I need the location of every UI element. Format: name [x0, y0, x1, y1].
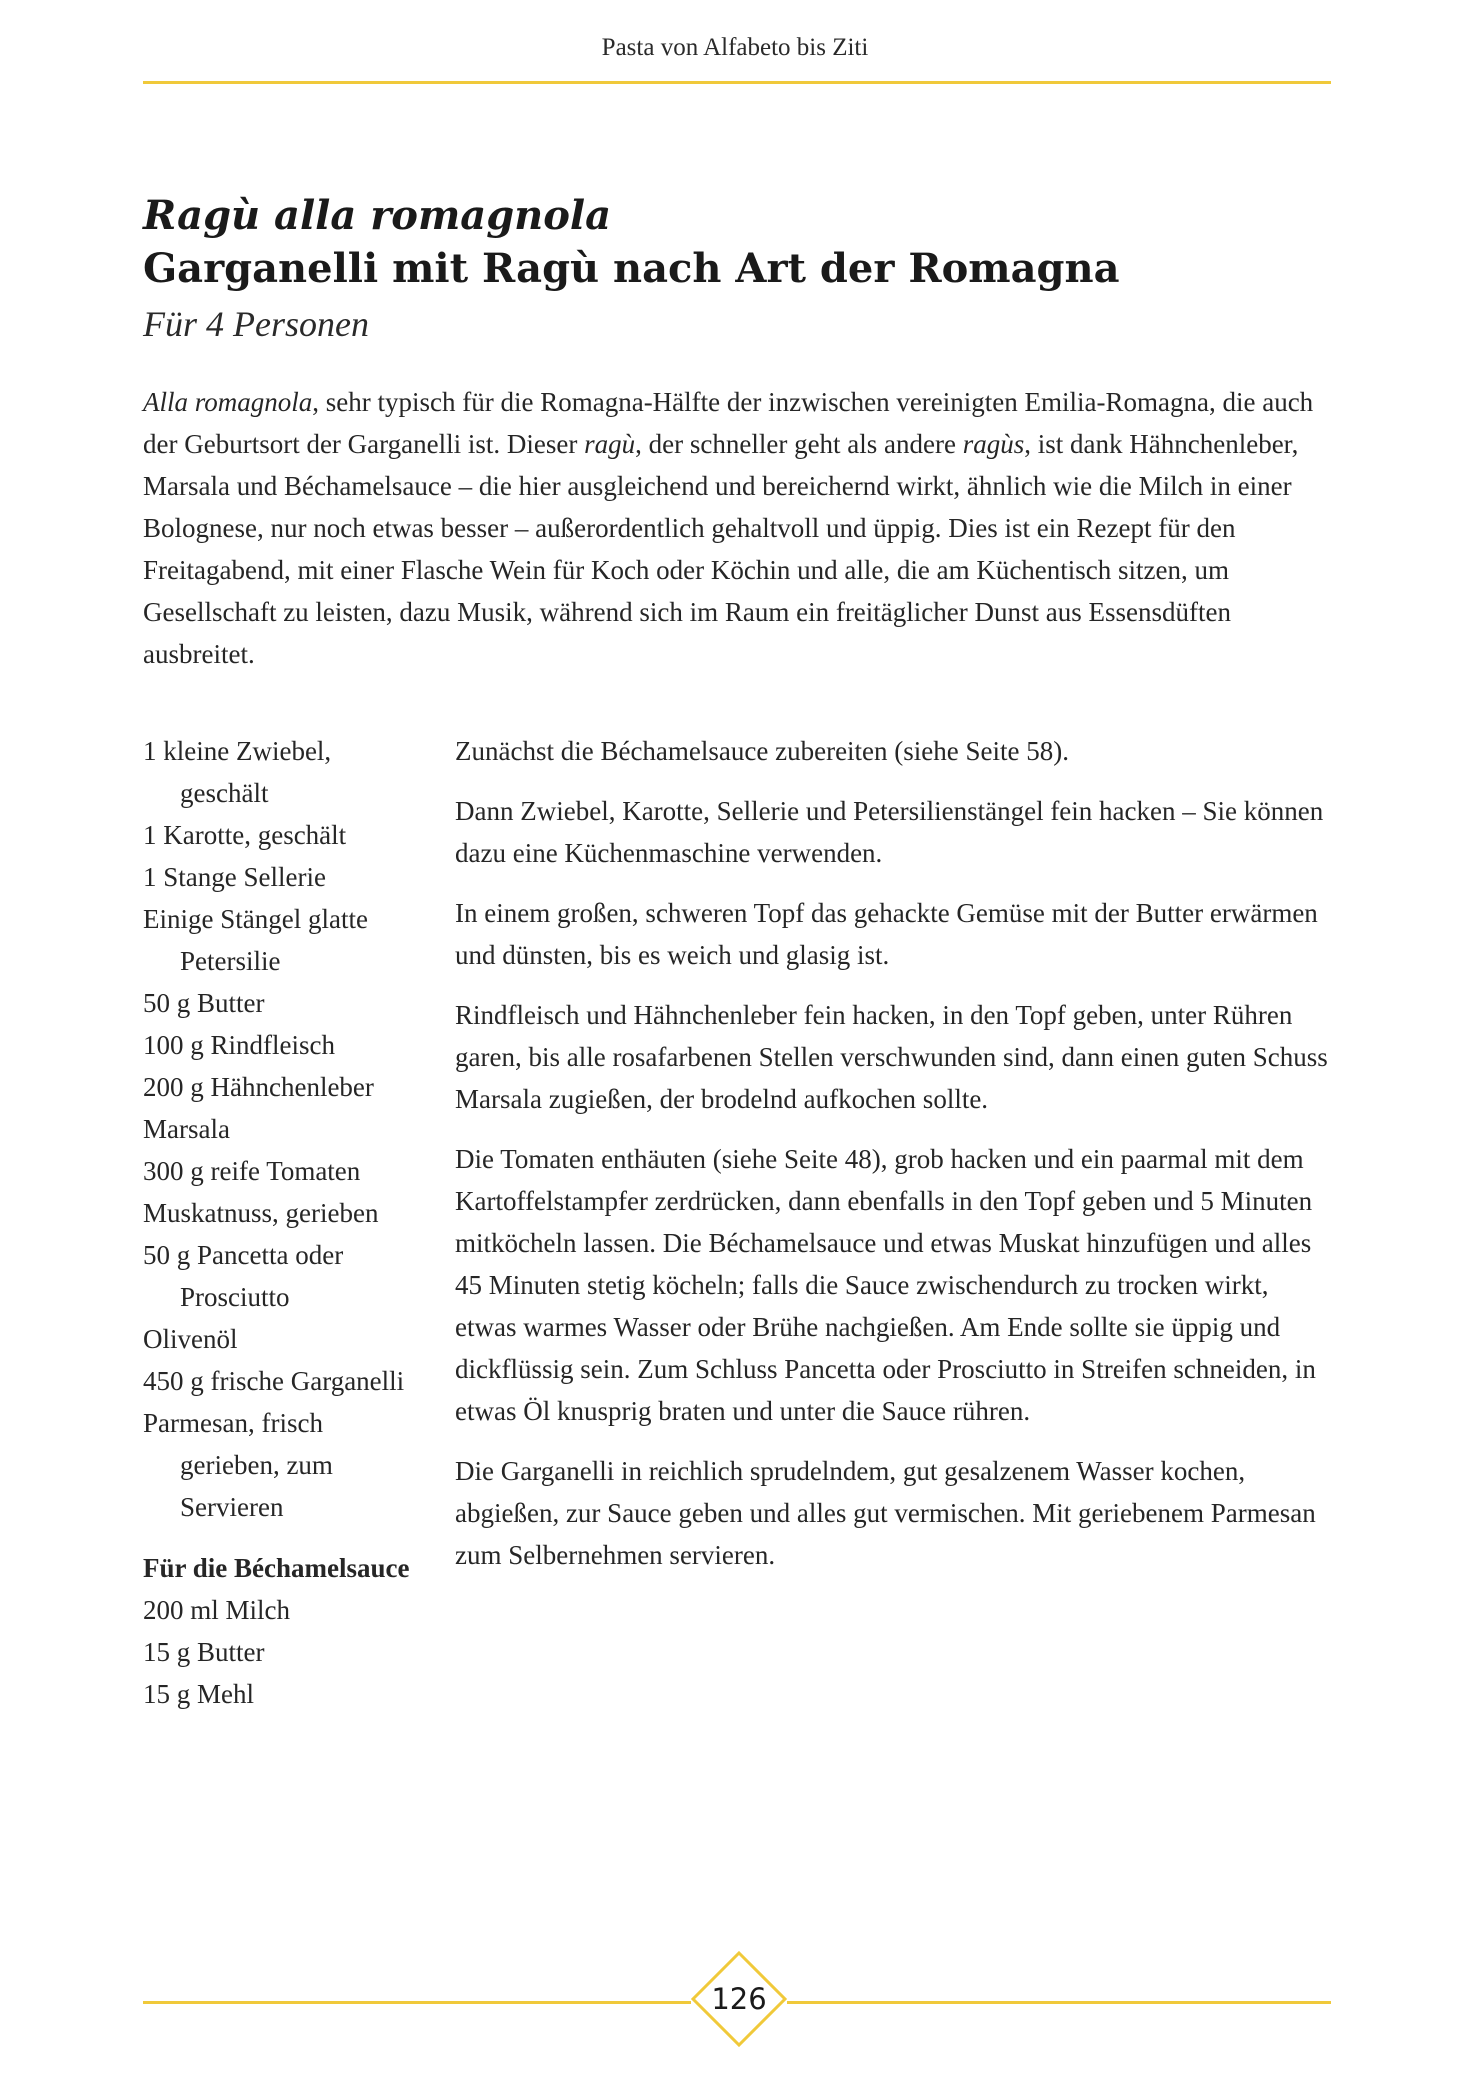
intro-text-1: , sehr typisch für die Romagna-Hälfte der inzwischen vereinigten Emilia-Romagna, die auch der Geburtsort der Garganelli ist. Dieser: [143, 387, 1314, 459]
method-step: Die Tomaten enthäuten (siehe Seite 48), grob hacken und ein paarmal mit dem Kartoffelstampfer zerdrücken, dann ebenfalls in den Topf geben und 5 Minuten mitköcheln lassen. Die Béchamelsauce und etwas Muskat hinzufügen und alles 45 Minuten stetig köcheln; falls die Sauce zwischendurch zu trocken wirkt, etwas warmes Wasser oder Brühe nachgießen. Am Ende sollte sie üppig und dickflüssig sein. Zum Schluss Pancetta oder Prosciutto in Streifen schneiden, in etwas Öl knusprig braten und unter die Sauce rühren.: [455, 1144, 1316, 1426]
intro-text-3: , ist dank Hähnchenleber, Marsala und Béchamelsauce – die hier ausgleichend und bereichernd wirkt, ähnlich wie die Milch in einer Bolognese, nur noch etwas besser – außerordentlich gehaltvoll und üppig. Dies ist ein Rezept für den Freitagabend, mit einer Flasche Wein für Koch oder Köchin und alle, die am Küchentisch sitzen, um Gesellschaft zu leisten, dazu Musik, während sich im Raum ein freitäglicher Dunst aus Essensdüften ausbreitet.: [143, 429, 1299, 669]
method-step: Die Garganelli in reichlich sprudelndem, gut gesalzenem Wasser kochen, abgießen, zur Sauce geben und alles gut vermischen. Mit geriebenem Parmesan zum Selbernehmen servieren.: [455, 1456, 1316, 1570]
intro-lead-italic: Alla romagnola: [143, 387, 313, 417]
bechamel-ingredient-item: 15 g Butter: [143, 1637, 265, 1667]
ingredient-item: 50 g Butter: [143, 988, 265, 1018]
ingredient-item: Olivenöl: [143, 1324, 238, 1354]
ingredient-item: Einige Stängel glatte Petersilie: [143, 904, 368, 976]
ingredient-item: 450 g frische Garganelli: [143, 1366, 405, 1396]
ingredient-list: [143, 730, 423, 1715]
recipe-title-italian: Ragù alla romagnola: [143, 192, 612, 239]
bechamel-heading: Für die Béchamelsauce: [143, 1553, 410, 1583]
ingredient-item: 100 g Rindfleisch: [143, 1030, 335, 1060]
method-step: Zunächst die Béchamelsauce zubereiten (siehe Seite 58).: [455, 736, 1069, 766]
ingredient-item: 1 Stange Sellerie: [143, 862, 326, 892]
footer-rule-left: [143, 2001, 691, 2004]
ingredient-item: 1 Karotte, geschält: [143, 820, 347, 850]
method-step: Rindfleisch und Hähnchenleber fein hacken, in den Topf geben, unter Rühren garen, bis alle rosafarbenen Stellen verschwunden sind, dann einen guten Schuss Marsala zugießen, der brodelnd aufkochen sollte.: [455, 1000, 1328, 1114]
header-rule: [143, 81, 1331, 84]
ingredient-item: 200 g Hähnchenleber: [143, 1072, 374, 1102]
ingredient-item: 300 g reife Tomaten: [143, 1156, 361, 1186]
bechamel-ingredient-item: 200 ml Milch: [143, 1595, 290, 1625]
intro-text-2: , der schneller geht als andere: [635, 429, 963, 459]
running-head: Pasta von Alfabeto bis Ziti: [601, 34, 869, 61]
ingredient-item: Parmesan, frisch gerieben, zum Servieren: [143, 1408, 333, 1522]
bechamel-ingredient-item: 15 g Mehl: [143, 1679, 254, 1709]
footer-rule-right: [787, 2001, 1331, 2004]
ingredient-item: 1 kleine Zwiebel, geschält: [143, 736, 332, 808]
recipe-title-german: Garganelli mit Ragù nach Art der Romagna: [143, 245, 1120, 292]
recipe-title-block: [143, 190, 1331, 350]
ingredient-item: Muskatnuss, gerieben: [143, 1198, 379, 1228]
method-steps: [455, 730, 1335, 1594]
ingredient-item: Marsala: [143, 1114, 230, 1144]
intro-paragraph: [143, 381, 1335, 675]
page-number-badge: [690, 1950, 788, 2048]
method-step: Dann Zwiebel, Karotte, Sellerie und Petersilienstängel fein hacken – Sie können dazu eine Küchenmaschine verwenden.: [455, 796, 1324, 868]
servings-note: Für 4 Personen: [143, 304, 369, 344]
ingredient-item: 50 g Pancetta oder Prosciutto: [143, 1240, 344, 1312]
page-number: 126: [711, 1982, 767, 2016]
intro-ragu-italic: ragù: [584, 429, 636, 459]
method-step: In einem großen, schweren Topf das gehackte Gemüse mit der Butter erwärmen und dünsten, bis es weich und glasig ist.: [455, 898, 1318, 970]
intro-ragus-italic: ragùs: [962, 429, 1025, 459]
